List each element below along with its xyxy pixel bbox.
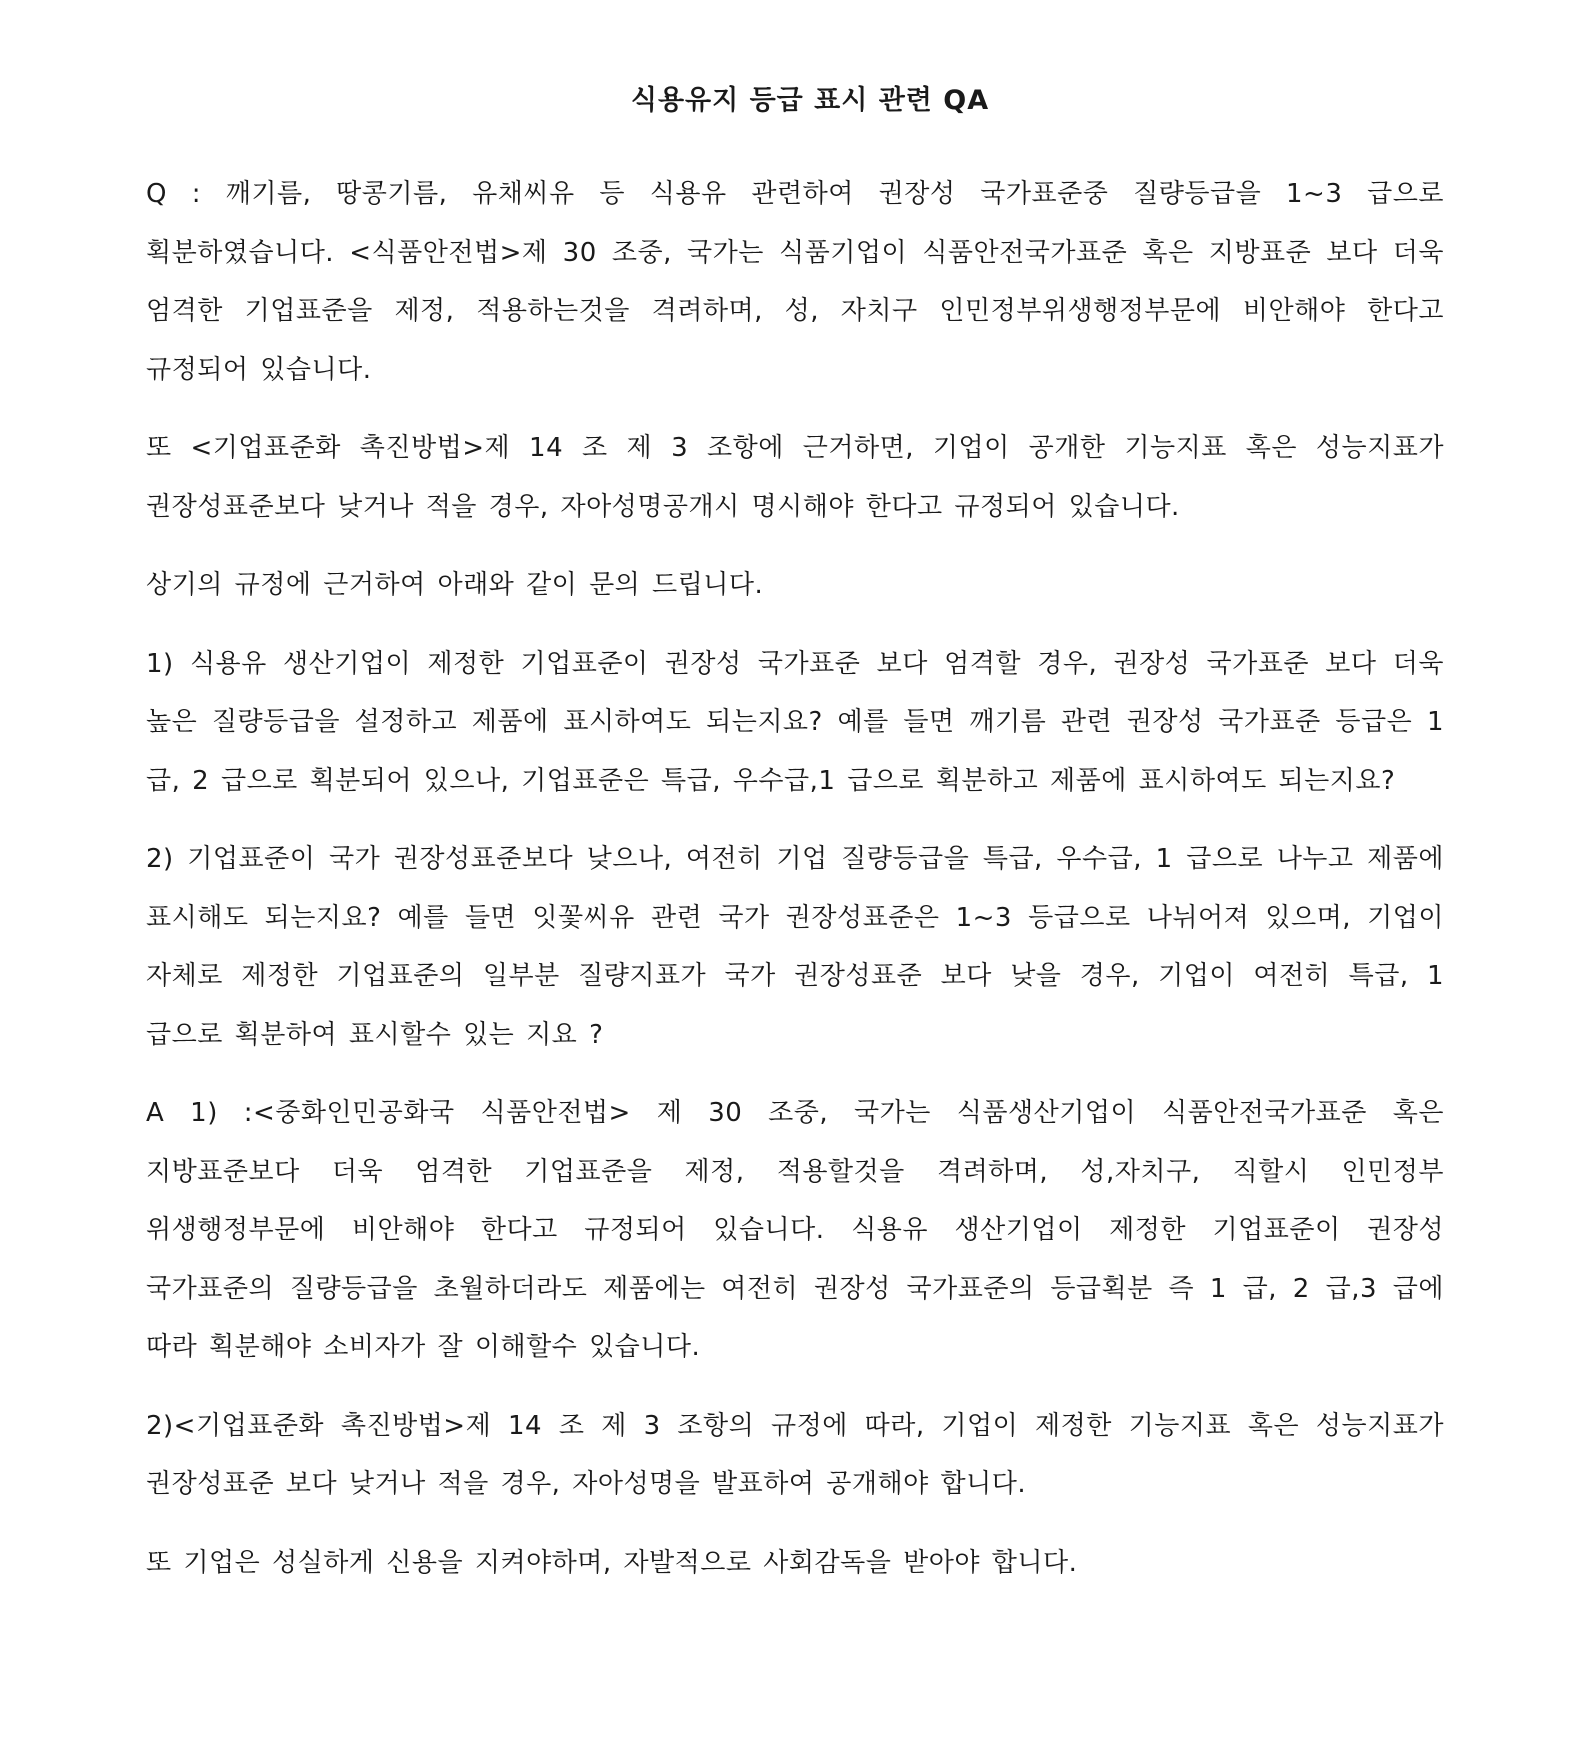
answer-2-paragraph: 2)<기업표준화 촉진방법>제 14 조 제 3 조항의 규정에 따라, 기업이 제정한 기능지표 혹은 성능지표가 권장성표준 보다 낮거나 적을 경우, 자아성명을 발표하여 공개해야 합니다. bbox=[146, 1410, 1444, 1499]
closing-paragraph: 또 기업은 성실하게 신용을 지켜야하며, 자발적으로 사회감독을 받아야 합니다. bbox=[146, 1547, 1078, 1578]
question-1-paragraph: 1) 식용유 생산기업이 제정한 기업표준이 권장성 국가표준 보다 엄격할 경우, 권장성 국가표준 보다 더욱 높은 질량등급을 설정하고 제품에 표시하여도 되는지요? 예를 들면 깨기름 관련 권장성 국가표준 등급은 1 급, 2 급으로 획분되어 있으나, 기업표준은 특급, 우수급,1 급으로 획분하고 제품에 표시하여도 되는지요? bbox=[146, 648, 1444, 796]
document-page bbox=[146, 78, 1444, 1612]
document-title: 식용유지 등급 표시 관련 QA bbox=[630, 85, 990, 116]
regulation-paragraph: 또 <기업표준화 촉진방법>제 14 조 제 3 조항에 근거하면, 기업이 공개한 기능지표 혹은 성능지표가 권장성표준보다 낮거나 적을 경우, 자아성명공개시 명시해야 한다고 규정되어 있습니다. bbox=[146, 433, 1444, 522]
question-2-paragraph: 2) 기업표준이 국가 권장성표준보다 낮으나, 여전히 기업 질량등급을 특급, 우수급, 1 급으로 나누고 제품에 표시해도 되는지요? 예를 들면 잇꽃씨유 관련 국가 권장성표준은 1~3 등급으로 나뉘어져 있으며, 기업이 자체로 제정한 기업표준의 일부분 질량지표가 국가 권장성표준 보다 낮을 경우, 기업이 여전히 특급, 1 급으로 획분하여 표시할수 있는 지요 ? bbox=[146, 844, 1444, 1050]
answer-1-paragraph: A 1) :<중화인민공화국 식품안전법> 제 30 조중, 국가는 식품생산기업이 식품안전국가표준 혹은 지방표준보다 더욱 엄격한 기업표준을 제정, 적용할것을 격려하며, 성,자치구, 직할시 인민정부 위생행정부문에 비안해야 한다고 규정되어 있습니다. 식용유 생산기업이 제정한 기업표준이 권장성 국가표준의 질량등급을 초월하더라도 제품에는 여전히 권장성 국가표준의 등급획분 즉 1 급, 2 급,3 급에 따라 획분해야 소비자가 잘 이해할수 있습니다. bbox=[146, 1098, 1444, 1362]
question-intro-paragraph: Q : 깨기름, 땅콩기름, 유채씨유 등 식용유 관련하여 권장성 국가표준중 질량등급을 1~3 급으로 획분하였습니다. <식품안전법>제 30 조중, 국가는 식품기업이 식품안전국가표준 혹은 지방표준 보다 더욱 엄격한 기업표준을 제정, 적용하는것을 격려하며, 성, 자치구 인민정부위생행정부문에 비안해야 한다고 규정되어 있습니다. bbox=[146, 179, 1444, 385]
inquiry-lead-paragraph: 상기의 규정에 근거하여 아래와 같이 문의 드립니다. bbox=[146, 570, 764, 600]
